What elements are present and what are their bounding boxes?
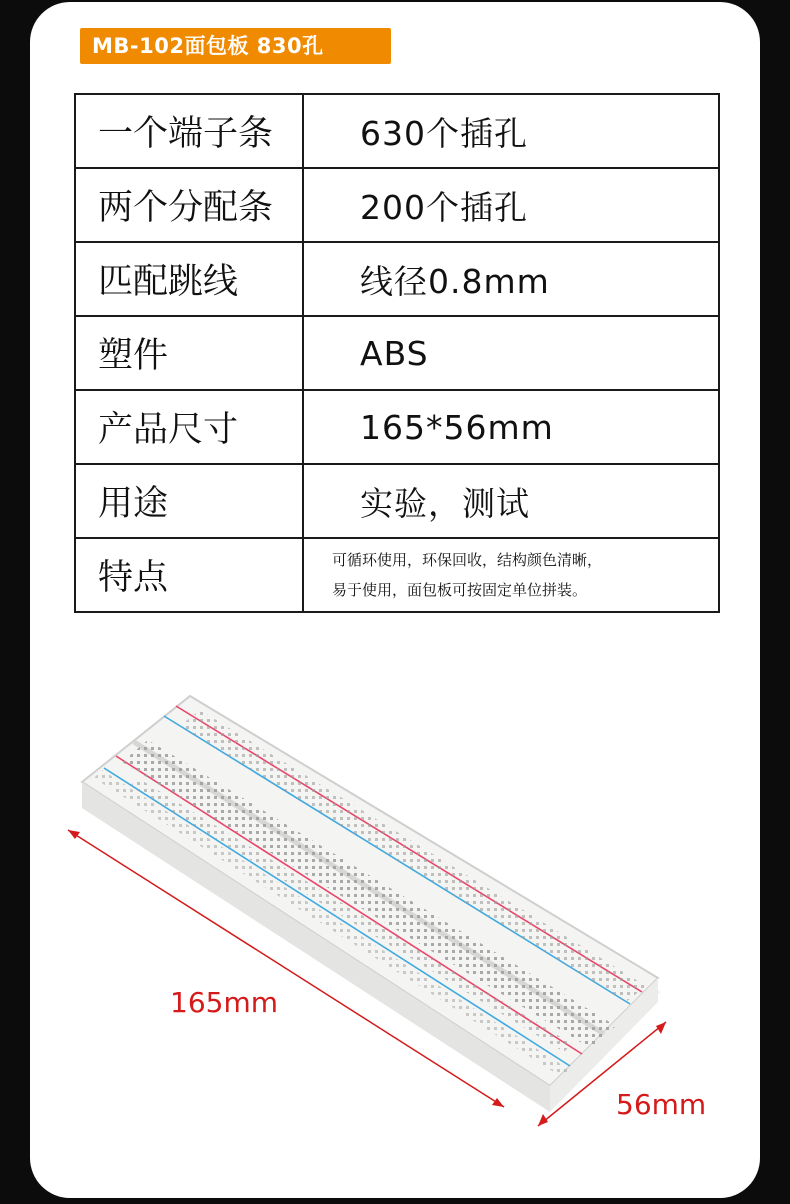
spec-label: 两个分配条	[75, 168, 303, 242]
spec-value	[303, 538, 719, 612]
breadboard-photo	[30, 682, 760, 1182]
table-row	[75, 168, 719, 242]
spec-label: 用途	[75, 464, 303, 538]
product-card	[30, 2, 760, 1198]
table-row	[75, 390, 719, 464]
spec-label: 特点	[75, 538, 303, 612]
feature-line-2: 易于使用，面包板可按固定单位拼装。	[332, 581, 588, 599]
table-row	[75, 464, 719, 538]
table-row	[75, 316, 719, 390]
table-row	[75, 538, 719, 612]
spec-value: 实验，测试	[303, 464, 719, 538]
spec-label: 匹配跳线	[75, 242, 303, 316]
table-row	[75, 242, 719, 316]
spec-label: 塑件	[75, 316, 303, 390]
spec-label: 一个端子条	[75, 94, 303, 168]
spec-value: 线径0.8mm	[303, 242, 719, 316]
feature-line-1: 可循环使用，环保回收，结构颜色清晰，	[332, 551, 603, 569]
product-title-badge: MB-102面包板 830孔	[80, 28, 391, 64]
width-label: 56mm	[616, 1088, 707, 1121]
breadboard-image	[82, 696, 658, 1112]
spec-value: 200个插孔	[303, 168, 719, 242]
spec-label: 产品尺寸	[75, 390, 303, 464]
spec-value: 165*56mm	[303, 390, 719, 464]
length-label: 165mm	[170, 986, 278, 1019]
table-row	[75, 94, 719, 168]
spec-value: ABS	[303, 316, 719, 390]
spec-value: 630个插孔	[303, 94, 719, 168]
spec-table	[74, 93, 720, 613]
